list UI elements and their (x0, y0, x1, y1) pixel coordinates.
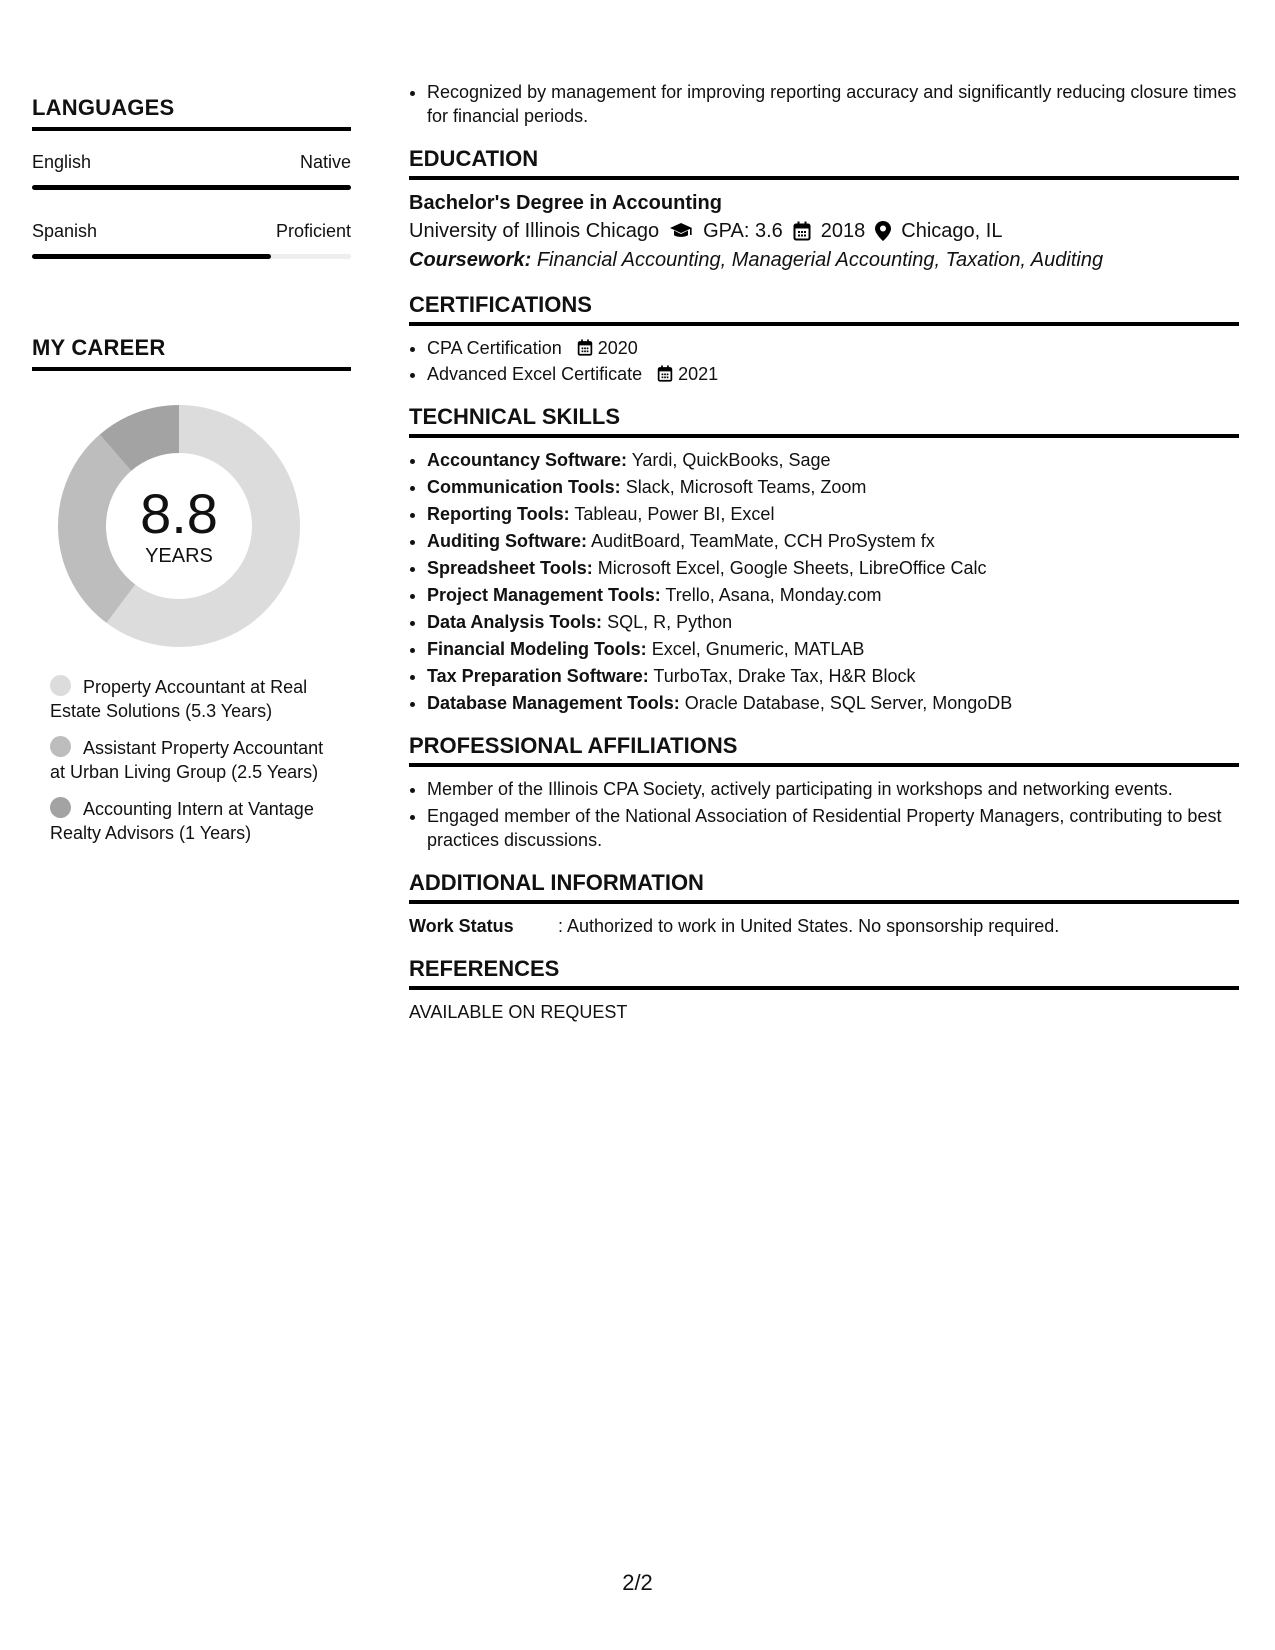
references-section (409, 956, 1239, 1024)
skill-value: SQL, R, Python (607, 612, 733, 632)
career-section (32, 335, 351, 371)
career-title: MY CAREER (32, 335, 351, 371)
language-proficiency-fill (32, 254, 271, 259)
legend-dot-icon (50, 797, 71, 818)
legend-dot-icon (50, 736, 71, 757)
certification-year: 2020 (597, 338, 638, 358)
skill-value: Microsoft Excel, Google Sheets, LibreOffice Calc (597, 558, 987, 578)
education-coursework (409, 246, 1239, 274)
skill-item (427, 556, 1239, 580)
skill-value: AuditBoard, TeamMate, CCH ProSystem fx (591, 531, 935, 551)
skill-label: Financial Modeling Tools: (427, 639, 647, 659)
skill-label: Project Management Tools: (427, 585, 661, 605)
skill-value: Excel, Gnumeric, MATLAB (651, 639, 865, 659)
work-status-row (409, 914, 1239, 938)
career-total-years: 8.8 (140, 481, 218, 545)
certification-item (427, 362, 1239, 386)
career-role-label: Accounting Intern at Vantage Realty Advisors (1 Years) (50, 799, 314, 843)
skill-label: Tax Preparation Software: (427, 666, 649, 686)
skill-label: Spreadsheet Tools: (427, 558, 593, 578)
career-legend-item (50, 675, 330, 723)
skill-item (427, 637, 1239, 661)
skill-value: Yardi, QuickBooks, Sage (631, 450, 831, 470)
calendar-icon (793, 221, 811, 241)
additional-info-title: ADDITIONAL INFORMATION (409, 870, 1239, 904)
experience-bullet: • Recognized by management for improving reporting accuracy and significantly reducing closure times for financial periods. (427, 80, 1239, 128)
affiliations-title: PROFESSIONAL AFFILIATIONS (409, 733, 1239, 767)
affiliation-item: • Member of the Illinois CPA Society, actively participating in workshops and networking events. (427, 777, 1239, 801)
technical-skills-title: TECHNICAL SKILLS (409, 404, 1239, 438)
work-status-value: : Authorized to work in United States. No sponsorship required. (558, 916, 1060, 936)
language-level: Proficient (275, 221, 351, 241)
additional-info-section (409, 870, 1239, 938)
work-status-label: Work Status (409, 916, 514, 936)
skill-item (427, 475, 1239, 499)
skill-label: Data Analysis Tools: (427, 612, 603, 632)
skill-item (427, 691, 1239, 715)
skill-value: Trello, Asana, Monday.com (665, 585, 882, 605)
page-number: 2/2 (622, 1570, 653, 1595)
skill-label: Accountancy Software: (427, 450, 628, 470)
certification-item (427, 336, 1239, 360)
career-role-label: Property Accountant at Real Estate Solutions (5.3 Years) (50, 677, 308, 721)
skill-item (427, 610, 1239, 634)
language-item (32, 221, 351, 259)
languages-section (32, 95, 351, 131)
skill-item (427, 502, 1239, 526)
education-degree: Bachelor's Degree in Accounting (409, 192, 722, 214)
graduation-cap-icon (669, 222, 693, 240)
education-year: 2018 (820, 220, 866, 242)
skill-item (427, 664, 1239, 688)
career-legend-item (50, 797, 330, 845)
language-proficiency-bar (32, 185, 351, 190)
career-role-label: Assistant Property Accountant at Urban Living Group (2.5 Years) (50, 738, 324, 782)
calendar-icon (657, 365, 673, 382)
education-location: Chicago, IL (901, 220, 1003, 242)
skill-value: Slack, Microsoft Teams, Zoom (625, 477, 867, 497)
skill-label: Reporting Tools: (427, 504, 570, 524)
career-donut-chart (56, 403, 302, 649)
skill-value: Oracle Database, SQL Server, MongoDB (684, 693, 1013, 713)
languages-title: LANGUAGES (32, 95, 351, 131)
education-section (409, 146, 1239, 274)
language-name: English (32, 152, 92, 172)
affiliations-section (409, 733, 1239, 852)
skill-item (427, 529, 1239, 553)
affiliations-list (409, 777, 1239, 852)
education-details (409, 216, 1239, 246)
career-total-unit: YEARS (145, 544, 213, 567)
donut-center (56, 403, 302, 649)
references-title: REFERENCES (409, 956, 1239, 990)
language-proficiency-bar (32, 254, 351, 259)
location-pin-icon (875, 221, 891, 241)
skill-value: Tableau, Power BI, Excel (574, 504, 775, 524)
certifications-title: CERTIFICATIONS (409, 292, 1239, 326)
certification-year: 2021 (678, 364, 719, 384)
skill-label: Database Management Tools: (427, 693, 680, 713)
coursework-label: Coursework: (409, 249, 532, 271)
career-legend (50, 675, 330, 858)
certifications-section (409, 292, 1239, 386)
skill-value: TurboTax, Drake Tax, H&R Block (653, 666, 916, 686)
career-legend-item (50, 736, 330, 784)
education-gpa: GPA: 3.6 (703, 220, 783, 242)
experience-bullets (409, 80, 1239, 128)
technical-skills-section (409, 404, 1239, 715)
skill-item (427, 448, 1239, 472)
certifications-list (409, 336, 1239, 386)
skill-label: Communication Tools: (427, 477, 621, 497)
education-title: EDUCATION (409, 146, 1239, 180)
technical-skills-list (409, 448, 1239, 715)
skill-item (427, 583, 1239, 607)
calendar-icon (577, 339, 593, 356)
education-school: University of Illinois Chicago (409, 220, 660, 242)
language-level: Native (299, 152, 351, 172)
references-text: AVAILABLE ON REQUEST (409, 1002, 628, 1022)
certification-name: CPA Certification (427, 338, 562, 358)
right-column (409, 0, 1239, 1024)
certification-name: Advanced Excel Certificate (427, 364, 643, 384)
affiliation-item: • Engaged member of the National Association of Residential Property Managers, contributing to best practices discussions. (427, 804, 1239, 852)
language-item (32, 152, 351, 190)
skill-label: Auditing Software: (427, 531, 587, 551)
language-proficiency-fill (32, 185, 351, 190)
language-name: Spanish (32, 221, 98, 241)
legend-dot-icon (50, 675, 71, 696)
coursework-list: Financial Accounting, Managerial Accounting, Taxation, Auditing (536, 249, 1104, 271)
